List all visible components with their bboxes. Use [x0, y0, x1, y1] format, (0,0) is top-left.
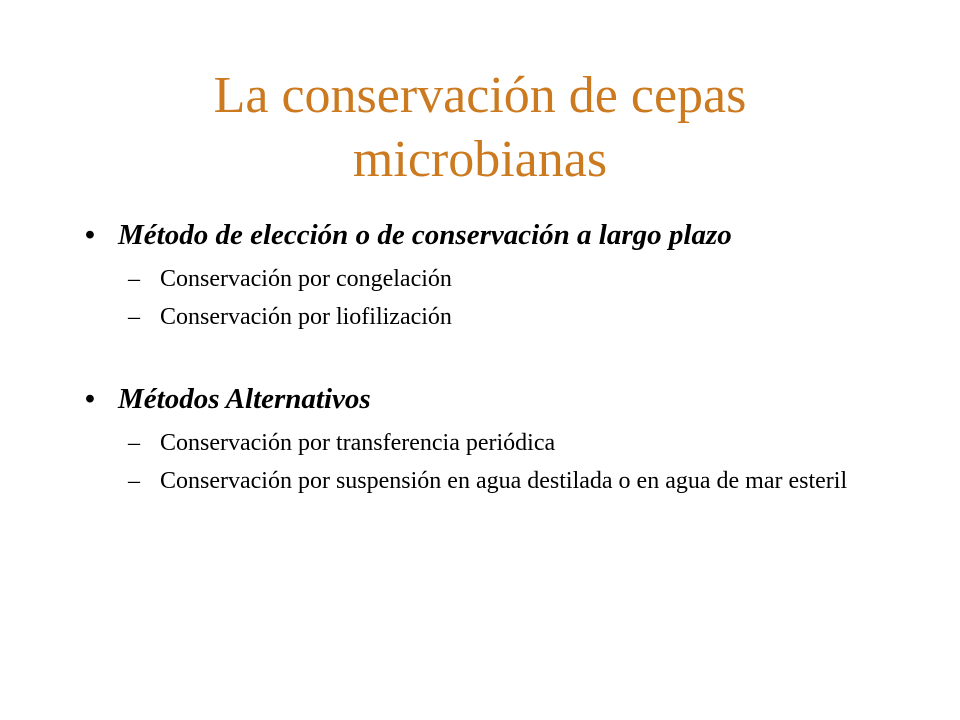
bullet-dot-icon: •	[84, 219, 96, 251]
bullet-2-text: Métodos Alternativos	[118, 383, 371, 415]
dash-icon: –	[128, 304, 140, 330]
bullet-2	[80, 380, 880, 418]
bullet-1	[80, 216, 880, 254]
sub-item-text: Conservación por suspensión en agua destilada o en agua de mar esteril	[160, 468, 848, 494]
bullet-dot-icon: •	[84, 383, 96, 415]
dash-icon: –	[128, 468, 140, 494]
sub-item-text: Conservación por transferencia periódica	[160, 430, 556, 456]
slide-title	[80, 64, 880, 192]
sub-item-liofilizacion	[80, 302, 880, 332]
title-line-2: microbianas	[352, 131, 608, 188]
dash-icon: –	[128, 266, 140, 292]
sub-item-congelacion	[80, 264, 880, 294]
sub-item-text: Conservación por liofilización	[160, 304, 452, 330]
bullet-1-text: Método de elección o de conservación a largo plazo	[118, 219, 732, 251]
title-line-1: La conservación de cepas	[213, 67, 747, 124]
sub-item-transferencia	[80, 428, 880, 458]
slide-content	[80, 216, 880, 496]
sub-item-suspension	[80, 466, 880, 496]
dash-icon: –	[128, 430, 140, 456]
sub-item-text: Conservación por congelación	[160, 266, 452, 292]
